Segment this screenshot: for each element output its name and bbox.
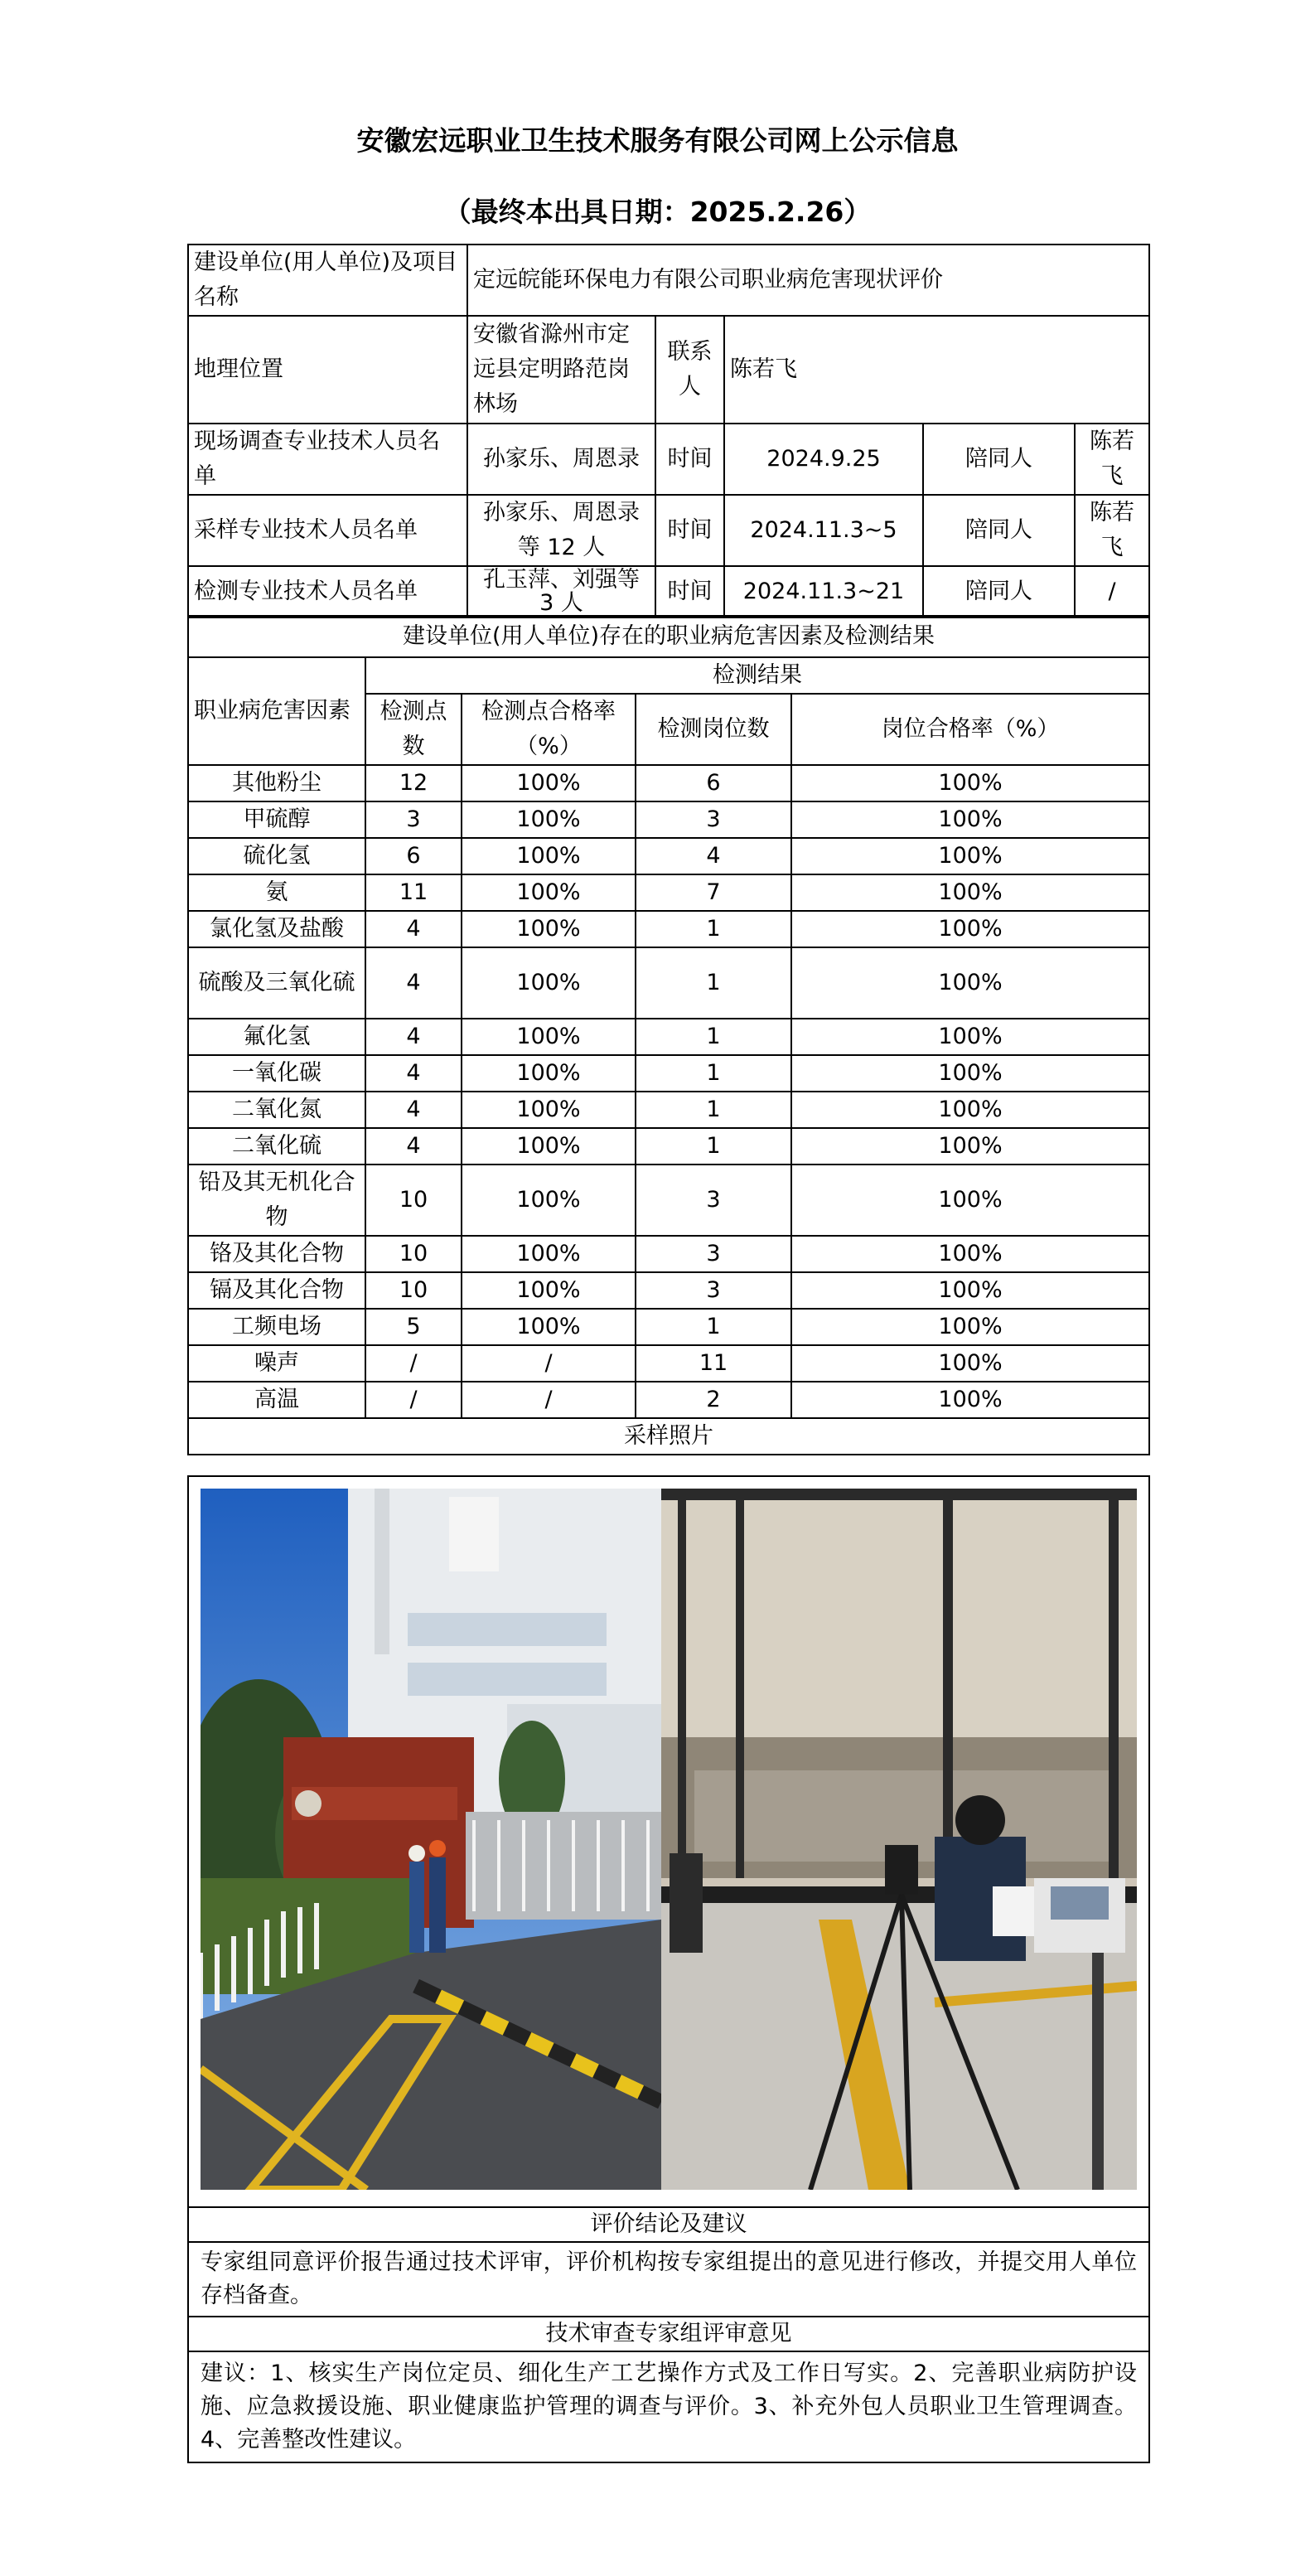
cell-posts: 1	[636, 1019, 791, 1055]
escort-label: 陪同人	[923, 495, 1075, 566]
cell-posts: 11	[636, 1345, 791, 1382]
cell-point-rate: 100%	[462, 765, 636, 801]
cell-post-rate: 100%	[791, 1382, 1149, 1418]
cell-post-rate: 100%	[791, 838, 1149, 874]
cell-posts: 7	[636, 874, 791, 911]
photo-plant-entrance	[201, 1489, 661, 2190]
cell-posts: 1	[636, 911, 791, 947]
cell-post-rate: 100%	[791, 947, 1149, 1019]
testing-time: 2024.11.3~21	[724, 566, 923, 617]
factor-name: 硫酸及三氧化硫	[188, 947, 365, 1019]
unit-project-value: 定远皖能环保电力有限公司职业病危害现状评价	[467, 245, 1149, 316]
results-header: 检测结果	[365, 657, 1149, 694]
column-header: 检测点数	[365, 694, 462, 765]
cell-point-rate: 100%	[462, 911, 636, 947]
issue-date: （最终本出具日期：2025.2.26）	[443, 196, 872, 228]
cell-post-rate: 100%	[791, 1019, 1149, 1055]
column-header: 检测点合格率（%）	[462, 694, 636, 765]
table-row	[188, 495, 1149, 566]
factor-name: 镉及其化合物	[188, 1272, 365, 1309]
cell-point-rate: 100%	[462, 1165, 636, 1236]
table-row	[188, 1055, 1149, 1092]
cell-post-rate: 100%	[791, 1055, 1149, 1092]
factor-name: 工频电场	[188, 1309, 365, 1345]
survey-staff-names: 孙家乐、周恩录	[467, 424, 655, 495]
cell-posts: 2	[636, 1382, 791, 1418]
cell-point-rate: /	[462, 1382, 636, 1418]
cell-posts: 1	[636, 1309, 791, 1345]
table-row	[188, 1236, 1149, 1272]
factor-name: 甲硫醇	[188, 801, 365, 838]
survey-staff-label: 现场调查专业技术人员名单	[188, 424, 467, 495]
contact-value: 陈若飞	[724, 316, 1149, 424]
cell-point-rate: 100%	[462, 1055, 636, 1092]
cell-point-rate: /	[462, 1345, 636, 1382]
cell-posts: 3	[636, 801, 791, 838]
cell-points: 4	[365, 1092, 462, 1128]
location-value: 安徽省滁州市定远县定明路范岗林场	[467, 316, 655, 424]
cell-points: 12	[365, 765, 462, 801]
photo-control-room	[661, 1489, 1137, 2190]
cell-posts: 6	[636, 765, 791, 801]
table-row	[188, 424, 1149, 495]
conclusion-text: 专家组同意评价报告通过技术评审，评价机构按专家组提出的意见进行修改，并提交用人单位存档备查。	[188, 2242, 1149, 2317]
table-row	[188, 874, 1149, 911]
table-row	[188, 1345, 1149, 1382]
table-row	[188, 1272, 1149, 1309]
review-text: 建议：1、核实生产岗位定员、细化生产工艺操作方式及工作日写实。2、完善职业病防护设施、应急救援设施、职业健康监护管理的调查与评价。3、补充外包人员职业卫生管理调查。4、完善整改性建议。	[188, 2351, 1149, 2462]
cell-points: 6	[365, 838, 462, 874]
table-row	[188, 1309, 1149, 1345]
table-row	[188, 1019, 1149, 1055]
cell-post-rate: 100%	[791, 911, 1149, 947]
cell-posts: 3	[636, 1165, 791, 1236]
cell-posts: 1	[636, 1055, 791, 1092]
factor-name: 铅及其无机化合物	[188, 1165, 365, 1236]
table-row	[188, 1128, 1149, 1165]
cell-post-rate: 100%	[791, 765, 1149, 801]
table-row	[188, 1165, 1149, 1236]
factor-name: 一氧化碳	[188, 1055, 365, 1092]
column-header: 岗位合格率（%）	[791, 694, 1149, 765]
table-row	[188, 838, 1149, 874]
cell-points: 5	[365, 1309, 462, 1345]
testing-staff-names: 孔玉萍、刘强等 3 人	[467, 566, 655, 617]
section-title: 建设单位(用人单位)存在的职业病危害因素及检测结果	[188, 616, 1149, 657]
cell-post-rate: 100%	[791, 1309, 1149, 1345]
contact-label: 联系人	[655, 316, 724, 424]
hazard-factor-table	[187, 615, 1150, 1455]
sampling-staff-label: 采样专业技术人员名单	[188, 495, 467, 566]
escort-label: 陪同人	[923, 424, 1075, 495]
cell-post-rate: 100%	[791, 874, 1149, 911]
factor-name: 二氧化氮	[188, 1092, 365, 1128]
photos-title: 采样照片	[188, 1418, 1149, 1455]
factor-name: 二氧化硫	[188, 1128, 365, 1165]
review-title: 技术审查专家组评审意见	[188, 2317, 1149, 2351]
page-title: 安徽宏远职业卫生技术服务有限公司网上公示信息	[356, 124, 959, 157]
conclusion-title: 评价结论及建议	[188, 2207, 1149, 2242]
cell-posts: 4	[636, 838, 791, 874]
cell-point-rate: 100%	[462, 1092, 636, 1128]
time-label: 时间	[655, 424, 724, 495]
cell-points: 3	[365, 801, 462, 838]
cell-points: 4	[365, 947, 462, 1019]
cell-post-rate: 100%	[791, 801, 1149, 838]
factor-name: 硫化氢	[188, 838, 365, 874]
sampling-escort: 陈若飞	[1075, 495, 1149, 566]
cell-points: /	[365, 1382, 462, 1418]
cell-post-rate: 100%	[791, 1165, 1149, 1236]
cell-points: 10	[365, 1236, 462, 1272]
time-label: 时间	[655, 495, 724, 566]
cell-point-rate: 100%	[462, 1272, 636, 1309]
cell-point-rate: 100%	[462, 874, 636, 911]
cell-point-rate: 100%	[462, 947, 636, 1019]
cell-posts: 1	[636, 1092, 791, 1128]
location-label: 地理位置	[188, 316, 467, 424]
factor-name: 噪声	[188, 1345, 365, 1382]
table-row	[188, 911, 1149, 947]
table-row	[188, 801, 1149, 838]
survey-escort: 陈若飞	[1075, 424, 1149, 495]
unit-project-label: 建设单位(用人单位)及项目名称	[188, 245, 467, 316]
factor-name: 氟化氢	[188, 1019, 365, 1055]
table-row	[188, 1092, 1149, 1128]
factor-name: 其他粉尘	[188, 765, 365, 801]
cell-post-rate: 100%	[791, 1236, 1149, 1272]
table-row	[188, 245, 1149, 316]
factor-header: 职业病危害因素	[188, 657, 365, 765]
cell-point-rate: 100%	[462, 801, 636, 838]
column-header: 检测岗位数	[636, 694, 791, 765]
factor-name: 氯化氢及盐酸	[188, 911, 365, 947]
testing-escort: /	[1075, 566, 1149, 617]
cell-posts: 1	[636, 1128, 791, 1165]
cell-points: 4	[365, 911, 462, 947]
cell-post-rate: 100%	[791, 1272, 1149, 1309]
cell-post-rate: 100%	[791, 1128, 1149, 1165]
cell-posts: 3	[636, 1272, 791, 1309]
cell-point-rate: 100%	[462, 1128, 636, 1165]
escort-label: 陪同人	[923, 566, 1075, 617]
table-row	[188, 316, 1149, 424]
cell-post-rate: 100%	[791, 1092, 1149, 1128]
cell-point-rate: 100%	[462, 838, 636, 874]
factor-name: 铬及其化合物	[188, 1236, 365, 1272]
cell-points: 4	[365, 1019, 462, 1055]
sampling-photos	[187, 1475, 1150, 2208]
cell-points: 10	[365, 1165, 462, 1236]
sampling-time: 2024.11.3~5	[724, 495, 923, 566]
conclusion-table	[187, 2206, 1150, 2463]
project-info-table	[187, 244, 1150, 618]
table-row	[188, 947, 1149, 1019]
table-row	[188, 1382, 1149, 1418]
cell-post-rate: 100%	[791, 1345, 1149, 1382]
time-label: 时间	[655, 566, 724, 617]
table-row	[188, 765, 1149, 801]
cell-point-rate: 100%	[462, 1309, 636, 1345]
cell-points: /	[365, 1345, 462, 1382]
testing-staff-label: 检测专业技术人员名单	[188, 566, 467, 617]
cell-posts: 1	[636, 947, 791, 1019]
factor-name: 氨	[188, 874, 365, 911]
cell-points: 4	[365, 1128, 462, 1165]
survey-time: 2024.9.25	[724, 424, 923, 495]
table-row	[188, 566, 1149, 617]
cell-point-rate: 100%	[462, 1236, 636, 1272]
factor-name: 高温	[188, 1382, 365, 1418]
cell-posts: 3	[636, 1236, 791, 1272]
cell-points: 4	[365, 1055, 462, 1092]
cell-points: 11	[365, 874, 462, 911]
cell-points: 10	[365, 1272, 462, 1309]
sampling-staff-names: 孙家乐、周恩录等 12 人	[467, 495, 655, 566]
cell-point-rate: 100%	[462, 1019, 636, 1055]
